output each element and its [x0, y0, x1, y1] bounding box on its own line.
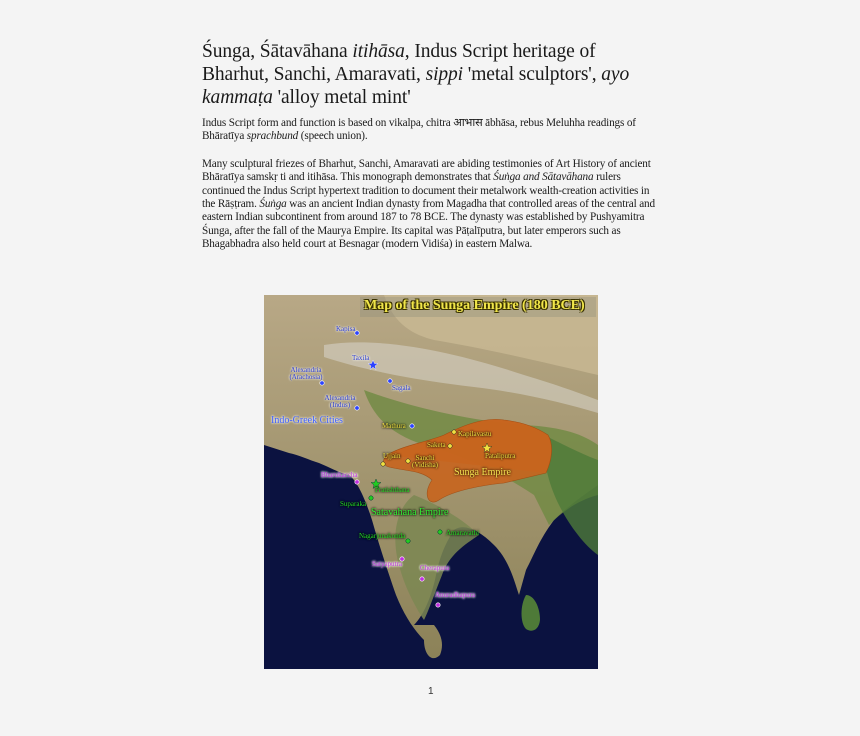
title-text: 'metal sculptors',: [463, 64, 602, 85]
italic-text: Śuṅga: [259, 198, 287, 211]
city-label-cherapura: Cherapura: [420, 564, 450, 572]
document-page: [202, 40, 662, 266]
city-label-suparaka: Suparaka: [340, 500, 367, 508]
city-label-pratishthana: Pratishthana: [375, 486, 410, 494]
title-italic: itihāsa: [352, 41, 405, 62]
city-label-satyaputra: Satyaputra: [372, 560, 402, 568]
city-label-kapisa: Kapisa: [336, 325, 356, 333]
title-italic: sippi: [425, 64, 464, 85]
city-label-sanchi: Sanchi (Vidisha): [411, 454, 439, 469]
document-title: [202, 40, 662, 109]
city-label-mathura: Mathura: [382, 422, 406, 430]
title-text: Śunga, Śātavāhana: [202, 41, 353, 62]
city-label-bharukaccha: Bharukaccha: [321, 471, 358, 479]
text: (speech union).: [298, 130, 368, 143]
city-label-alexandria-arachosia: Alexandria (Arachosia): [289, 366, 323, 381]
region-label-indo-greek: Indo-Greek Cities: [271, 415, 343, 426]
title-text: , Indus Script heritage of Bharhut, Sanchi, Amaravati,: [202, 41, 596, 85]
text: was an ancient Indian dynasty from Magadha that controlled areas of the central and eastern Indian subcontinent from around 187 to 78 BCE. The dynasty was established by Pushyamitra Śunga, after the fall of the Maurya Empire. Its capital was Pāṭalīputra, but later emperors such as Bhagabhadra also held court at Besnagar (modern Vidiśa) in eastern Malwa.: [202, 198, 655, 251]
text: Many sculptural friezes of Bharhut, Sanchi, Amaravati are abiding testimonies of Art History of ancient Bhāratīya samskṛ ti and itihāsa. This monograph demonstrates that: [202, 157, 651, 184]
map-title: Map of the Sunga Empire (180 BCE): [364, 298, 585, 313]
italic-text: sprachbund: [246, 130, 299, 143]
text: rulers continued the Indus Script hypertext tradition to document their metalwork wealth-creation activities in the Rāṣṭram.: [202, 171, 650, 211]
city-label-sagala: Sagala: [392, 384, 411, 392]
italic-text: Śuṅga and Sātavāhana: [493, 171, 594, 184]
city-label-taxila: Taxila: [352, 354, 370, 362]
city-label-nagarjunakonda: Nagarjunakonda: [359, 532, 406, 540]
city-label-alexandria-indus: Alexandria (Indus): [324, 394, 356, 409]
title-text: 'alloy metal mint': [272, 87, 411, 108]
map-background: [264, 295, 598, 669]
page-number: 1: [428, 686, 434, 697]
intro-paragraph: [202, 117, 662, 144]
region-label-satavahana: Satavahana Empire: [371, 507, 449, 518]
city-label-ujjain: Ujjain: [383, 452, 401, 460]
title-italic: ayo kammaṭa: [202, 64, 630, 108]
city-label-pataliputra: Pataliputra: [485, 452, 516, 460]
text: Indus Script form and function is based on vikalpa, chitra आभास ābhāsa, rebus Meluhha readings of Bhāratīya: [202, 117, 636, 143]
body-paragraph: [202, 158, 662, 252]
city-label-amaravathi: Amaravathi: [446, 529, 480, 537]
sunga-empire-map: [264, 295, 598, 669]
city-label-saketa: Saketa: [427, 441, 446, 449]
region-label-sunga: Sunga Empire: [454, 467, 511, 478]
city-label-kapilavastu: Kapilavastu: [458, 430, 492, 438]
city-label-anuradhapura: Anuradhapura: [435, 591, 476, 599]
